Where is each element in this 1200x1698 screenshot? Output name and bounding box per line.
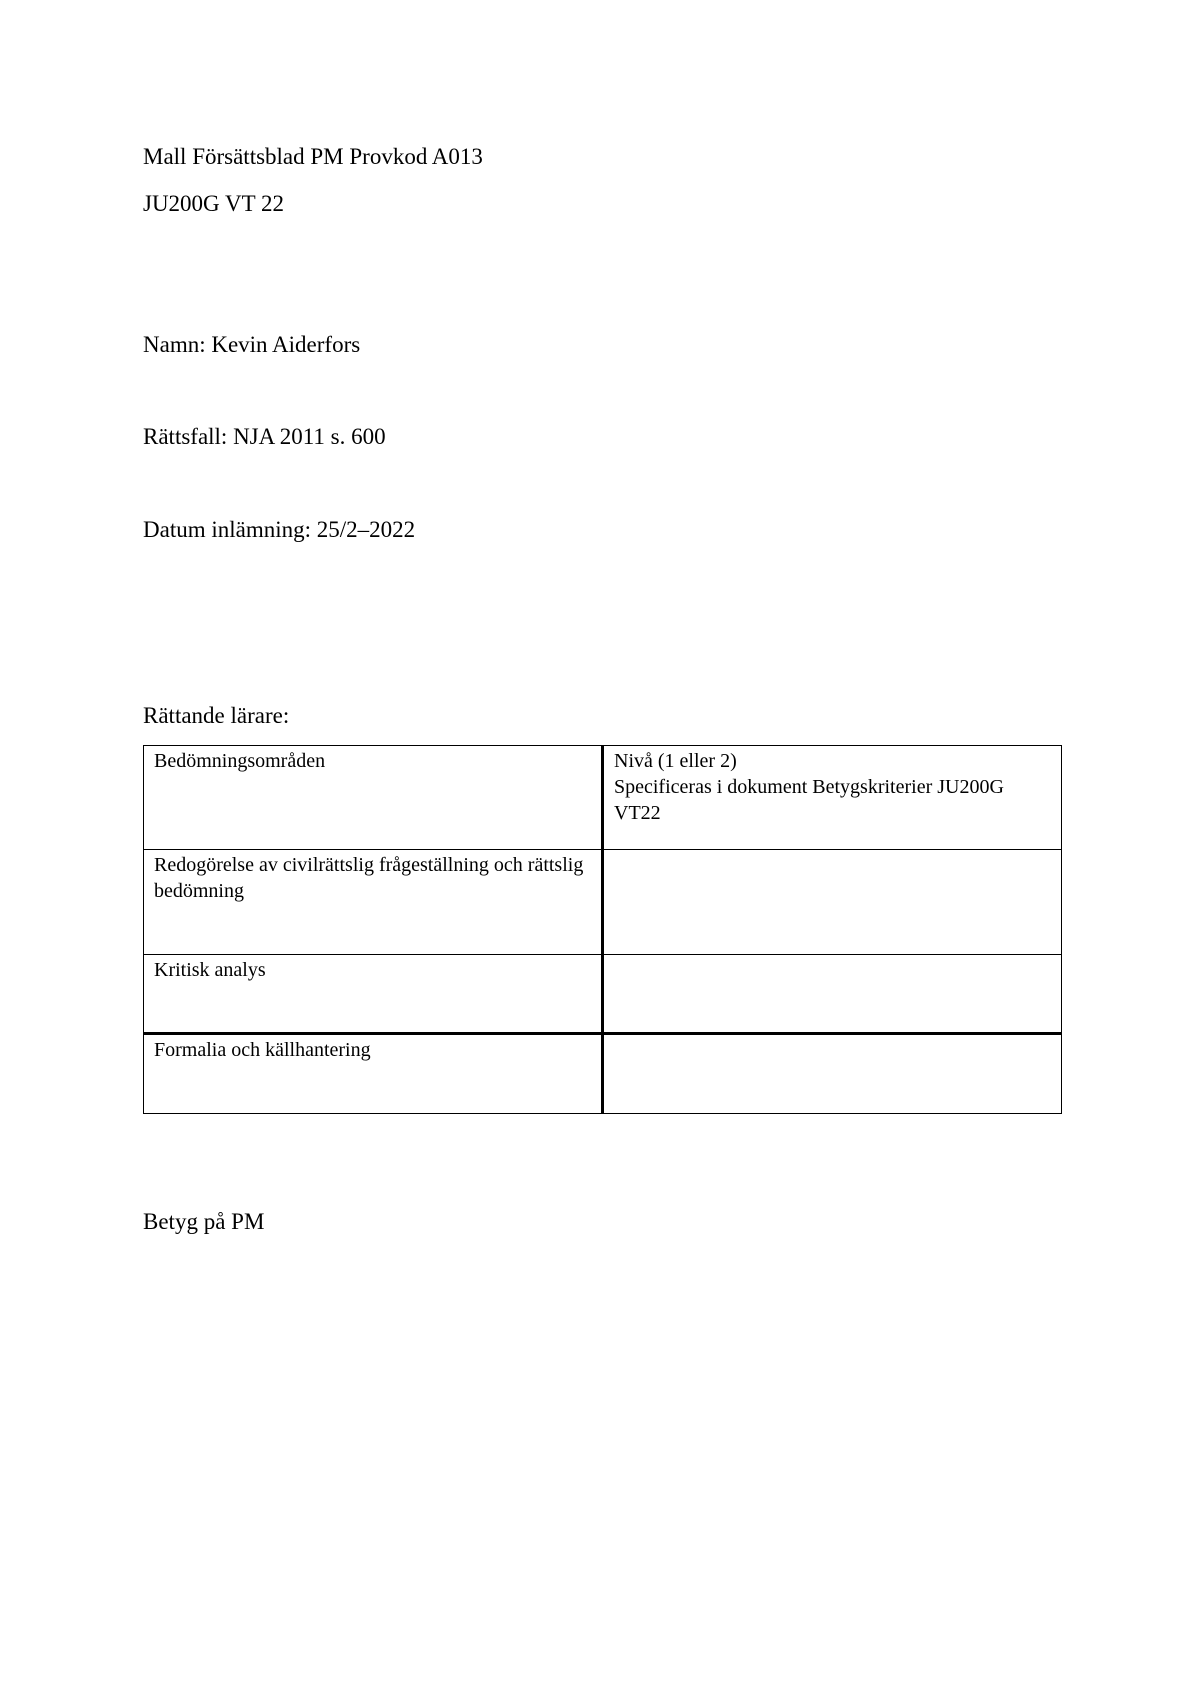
table-cell-level[interactable] [603, 955, 1062, 1034]
table-row [144, 850, 1062, 955]
grading-table [143, 745, 1062, 1114]
table-cell-area: Redogörelse av civilrättslig frågeställning och rättslig bedömning [144, 850, 603, 955]
table-header-row [144, 746, 1062, 850]
table-header-level-line1: Nivå (1 eller 2) [614, 750, 737, 772]
table-cell-level[interactable] [603, 850, 1062, 955]
document-title: Mall Försättsblad PM Provkod A013 [143, 144, 483, 169]
course-code: JU200G VT 22 [143, 191, 284, 216]
student-name: Namn: Kevin Aiderfors [143, 332, 361, 357]
table-cell-area: Formalia och källhantering [144, 1034, 603, 1114]
table-cell-area: Kritisk analys [144, 955, 603, 1034]
grade-label: Betyg på PM [143, 1209, 265, 1234]
case-reference: Rättsfall: NJA 2011 s. 600 [143, 424, 386, 449]
table-header-area: Bedömningsområden [144, 746, 603, 850]
table-row [144, 1034, 1062, 1114]
table-header-level [603, 746, 1062, 850]
grading-teacher-label: Rättande lärare: [143, 703, 290, 728]
submission-date: Datum inlämning: 25/2–2022 [143, 517, 416, 542]
table-header-level-line2: Specificeras i dokument Betygskriterier JU200G VT22 [614, 776, 1004, 824]
table-row [144, 955, 1062, 1034]
table-cell-level[interactable] [603, 1034, 1062, 1114]
